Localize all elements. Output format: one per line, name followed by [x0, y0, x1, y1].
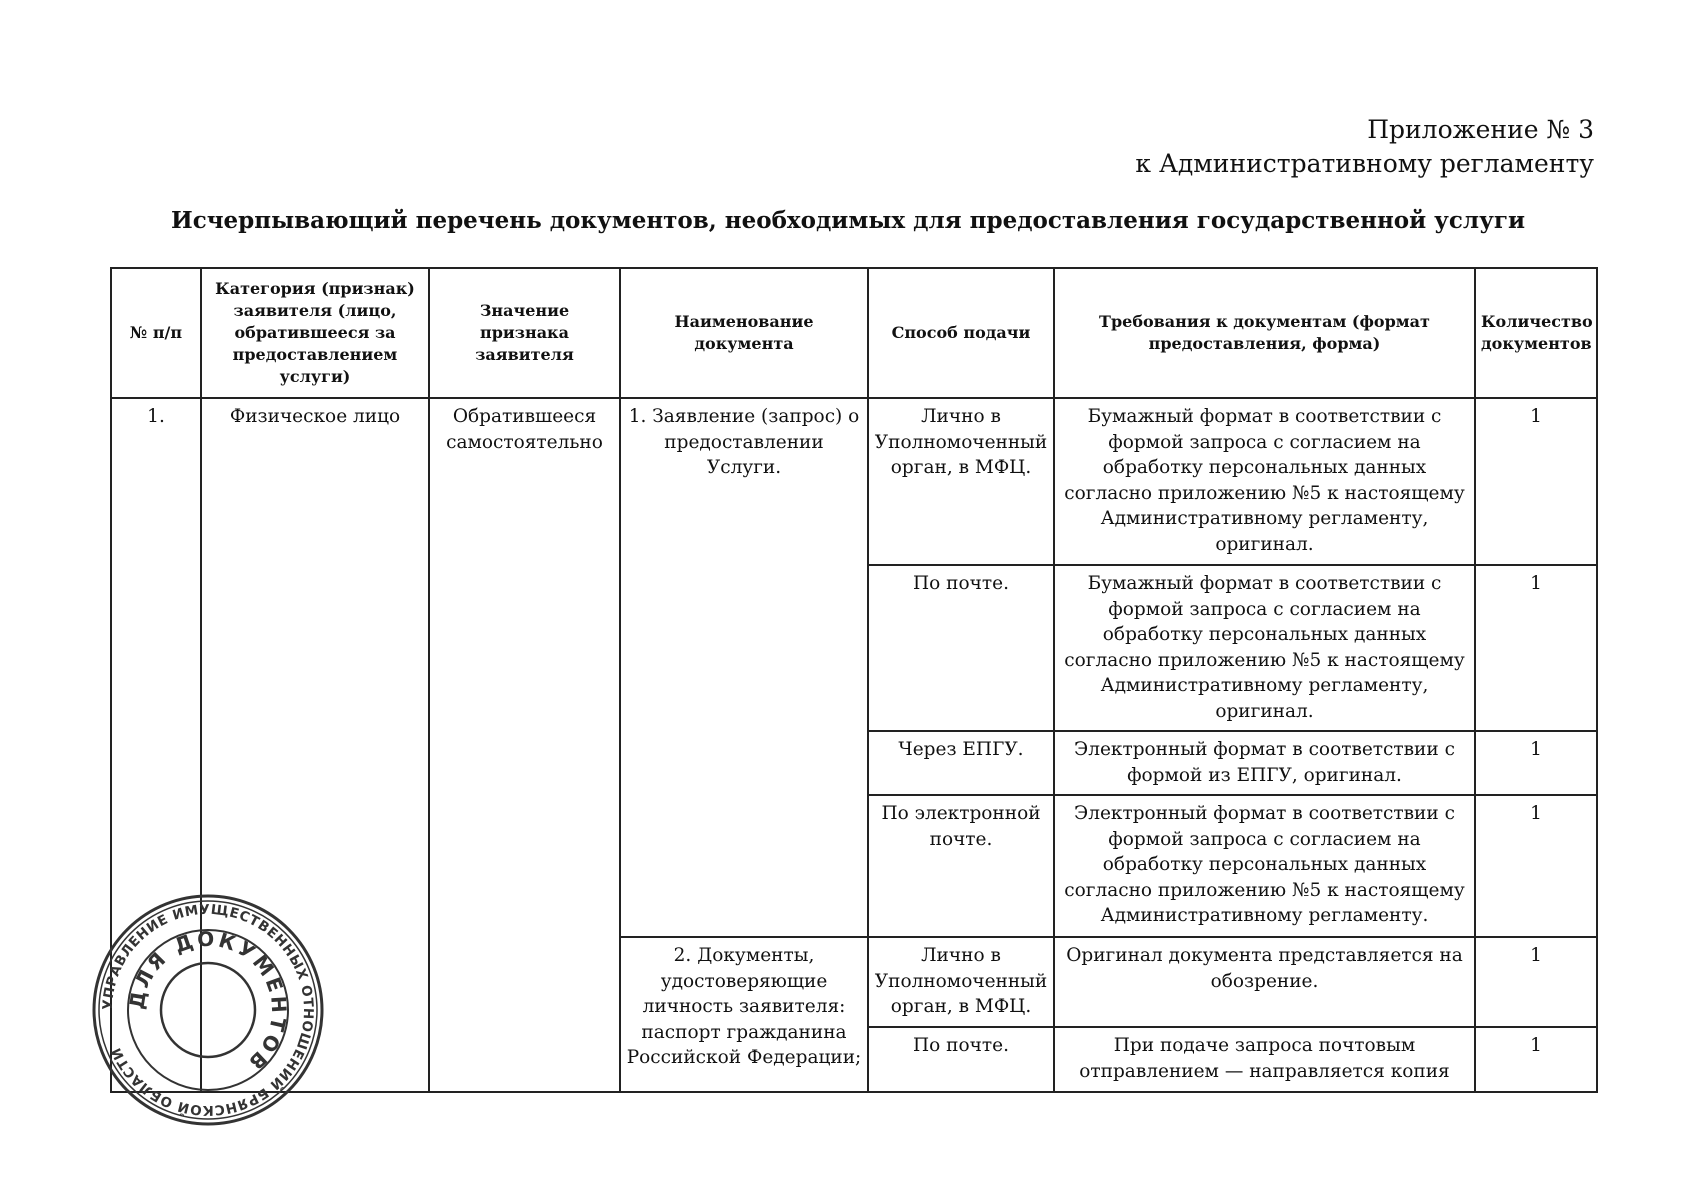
submission-method: По почте. — [868, 1027, 1054, 1092]
table-row — [111, 398, 1597, 565]
header-attribute-value: Значение признака заявителя — [429, 268, 620, 398]
header-requirements: Требования к документам (формат предоставления, форма) — [1054, 268, 1475, 398]
document-count: 1 — [1475, 795, 1597, 937]
seal-outer-text: УПРАВЛЕНИЕ ИМУЩЕСТВЕННЫХ ОТНОШЕНИЙ БРЯНСКОЙ ОБЛАСТИ — [99, 901, 317, 1119]
submission-method: Через ЕПГУ. — [868, 731, 1054, 795]
header-number: № п/п — [111, 268, 201, 398]
document-requirements: При подаче запроса почтовым отправлением — направляется копия — [1054, 1027, 1475, 1092]
table-header-row — [111, 268, 1597, 398]
applicant-category: Физическое лицо — [201, 398, 429, 1092]
appendix-caption — [1135, 113, 1594, 181]
document-requirements: Электронный формат в соответствии с формой из ЕПГУ, оригинал. — [1054, 731, 1475, 795]
document-count: 1 — [1475, 731, 1597, 795]
appendix-number: Приложение № 3 — [1367, 115, 1594, 144]
document-count: 1 — [1475, 1027, 1597, 1092]
document-count: 1 — [1475, 398, 1597, 565]
attribute-value: Обратившееся самостоятельно — [429, 398, 620, 1092]
row-number: 1. — [111, 398, 201, 1092]
header-submission-method: Способ подачи — [868, 268, 1054, 398]
seal-inner-ring — [161, 963, 255, 1057]
document-requirements: Электронный формат в соответствии с формой запроса с согласием на обработку персональных данных согласно приложению №5 к настоящему Административному регламенту. — [1054, 795, 1475, 937]
document-count: 1 — [1475, 565, 1597, 731]
document-title: Исчерпывающий перечень документов, необходимых для предоставления государственной услуги — [170, 207, 1526, 234]
document-requirements: Бумажный формат в соответствии с формой запроса с согласием на обработку персональных данных согласно приложению №5 к настоящему Административному регламенту, оригинал. — [1054, 398, 1475, 565]
seal-inner-text: ДЛЯ ДОКУМЕНТОВ — [124, 926, 292, 1077]
document-requirements: Оригинал документа представляется на обозрение. — [1054, 937, 1475, 1027]
header-category: Категория (признак) заявителя (лицо, обратившееся за предоставлением услуги) — [201, 268, 429, 398]
document-count: 1 — [1475, 937, 1597, 1027]
appendix-reference: к Административному регламенту — [1135, 149, 1594, 178]
submission-method: По почте. — [868, 565, 1054, 731]
submission-method: По электронной почте. — [868, 795, 1054, 937]
document-name: 2. Документы, удостоверяющие личность заявителя: паспорт гражданина Российской Федерации; — [620, 937, 868, 1092]
submission-method: Лично в Уполномоченный орган, в МФЦ. — [868, 937, 1054, 1027]
header-count: Количество документов — [1475, 268, 1597, 398]
document-requirements: Бумажный формат в соответствии с формой запроса с согласием на обработку персональных данных согласно приложению №5 к настоящему Административному регламенту, оригинал. — [1054, 565, 1475, 731]
documents-table — [110, 267, 1598, 1093]
header-document-name: Наименование документа — [620, 268, 868, 398]
official-seal — [90, 892, 326, 1128]
submission-method: Лично в Уполномоченный орган, в МФЦ. — [868, 398, 1054, 565]
document-name: 1. Заявление (запрос) о предоставлении Услуги. — [620, 398, 868, 937]
